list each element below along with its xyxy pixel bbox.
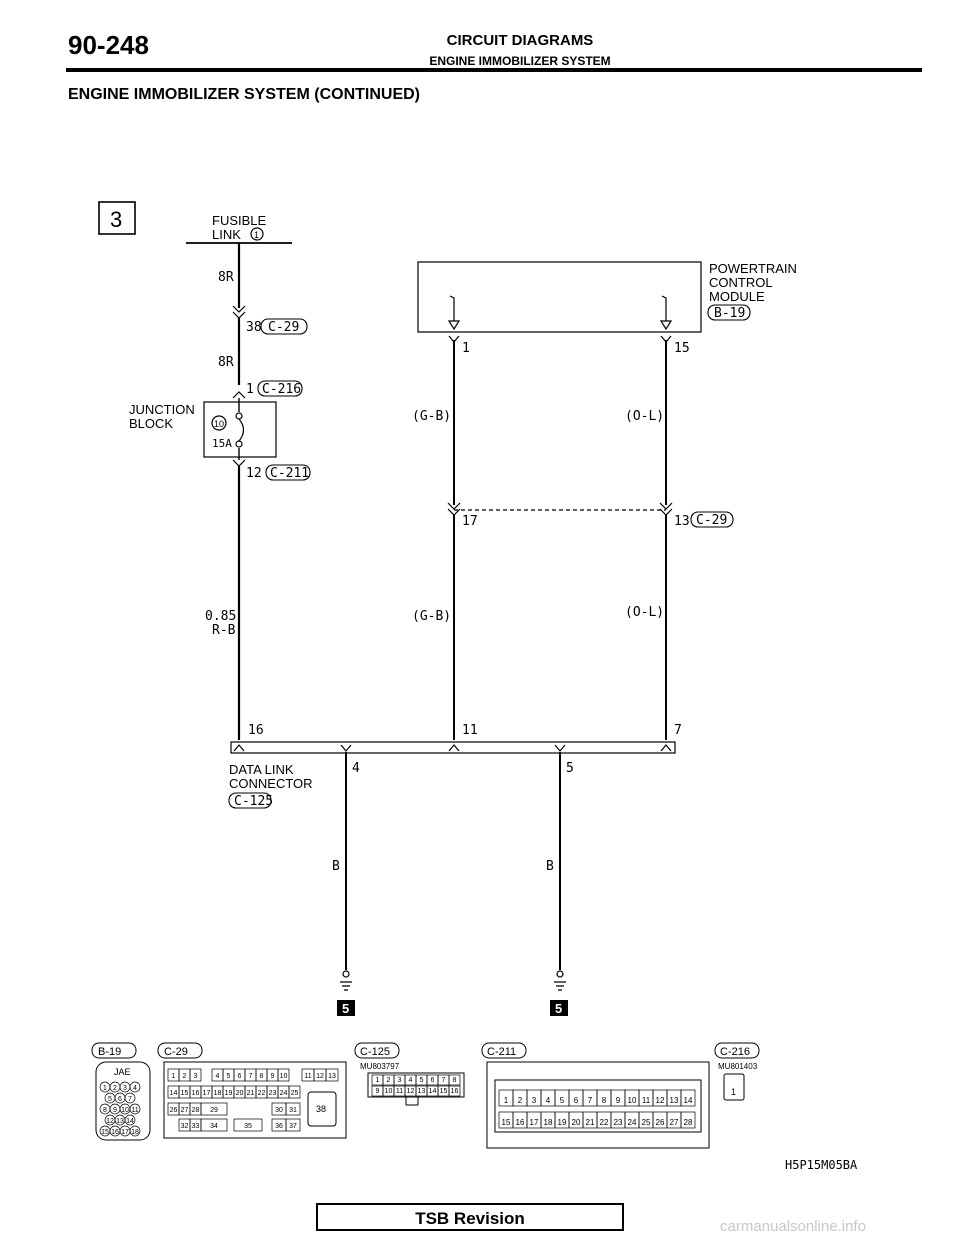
figure-code: H5P15M05BA	[785, 1158, 858, 1172]
c211-pin-number: 18	[543, 1118, 553, 1127]
c211-view-label: C-211	[487, 1046, 517, 1058]
c211-pin-number: 16	[515, 1118, 525, 1127]
c29-pin-number: 6	[237, 1073, 242, 1080]
c125-pin-number: 14	[428, 1088, 437, 1095]
dlc-pin16-chevron	[234, 745, 244, 751]
c29-label-b: C-29	[696, 513, 728, 528]
pcm-pin1-fork	[449, 336, 459, 342]
ground-symbol-right	[554, 982, 566, 990]
dlc-label-2: CONNECTOR	[229, 776, 313, 791]
b19-pin-number: 3	[123, 1085, 127, 1092]
c29-pin-number: 4	[215, 1073, 220, 1080]
c211-pin-number: 17	[529, 1118, 539, 1127]
c211-pin-number: 8	[601, 1096, 607, 1105]
dlc-pin4-fork	[341, 745, 351, 751]
dlc-box	[231, 742, 675, 753]
fuse-terminal-top	[236, 413, 242, 419]
c29-pin-number: 1	[171, 1073, 176, 1080]
pcm-label-2: CONTROL	[709, 275, 773, 290]
c29-pin-number: 25	[290, 1090, 299, 1097]
dlc-pin-4: 4	[352, 761, 360, 776]
c211-pin-number: 25	[641, 1118, 651, 1127]
page-number: 90-248	[68, 30, 149, 60]
c29-pin-number: 22	[257, 1090, 266, 1097]
c125-pin-number: 10	[384, 1088, 393, 1095]
wire-b-label-right: B	[546, 859, 554, 874]
pcm-pin15-fork	[661, 336, 671, 342]
wire-gb-label-lower: (G-B)	[412, 609, 452, 624]
dlc-pin7-chevron	[661, 745, 671, 751]
c211-pin-number: 12	[655, 1096, 665, 1105]
b19-pin-number: 5	[108, 1096, 112, 1103]
c216-view-label: C-216	[720, 1046, 750, 1058]
b19-pin-number: 15	[101, 1129, 109, 1136]
c216-pin-1: 1	[246, 382, 254, 397]
c29-pin-number: 10	[279, 1073, 288, 1080]
c29-pin-number: 23	[268, 1090, 277, 1097]
c29-pin-number: 15	[180, 1090, 189, 1097]
fusible-link-label-1: FUSIBLE	[212, 213, 267, 228]
c211-label: C-211	[270, 466, 310, 481]
pcm-box	[418, 262, 701, 332]
c211-pin-number: 28	[683, 1118, 693, 1127]
c29-pin-number: 16	[191, 1090, 200, 1097]
b19-pin-number: 11	[131, 1107, 139, 1114]
ground-symbol-left	[340, 982, 352, 990]
pcm-connector-label: B-19	[714, 306, 746, 321]
c29-label-a: C-29	[268, 320, 300, 335]
c216-label: C-216	[262, 382, 302, 397]
pcm-terminal-15	[661, 296, 671, 329]
b19-pin-number: 10	[121, 1107, 129, 1114]
c125-pin-number: 8	[452, 1077, 457, 1084]
c125-pin-number: 16	[450, 1088, 459, 1095]
c29-pin-number: 3	[193, 1073, 198, 1080]
b19-pin-number: 1	[103, 1085, 107, 1092]
c211-pin-number: 14	[683, 1096, 693, 1105]
c125-pin-number: 12	[406, 1088, 415, 1095]
junction-block-label-2: BLOCK	[129, 416, 174, 431]
c211-pin-number: 1	[503, 1096, 509, 1105]
ground-marker-right: 5	[555, 1001, 563, 1016]
dlc-pin-5: 5	[566, 761, 574, 776]
b19-view-label: B-19	[98, 1046, 122, 1058]
c211-pin-number: 6	[573, 1096, 579, 1105]
c29-pin-number: 24	[279, 1090, 288, 1097]
c216-view-pin: 1	[731, 1087, 737, 1097]
c211-view-body	[487, 1062, 709, 1148]
c29-pin-number: 37	[289, 1123, 297, 1130]
fuse-number: 10	[214, 419, 225, 429]
b19-pin-number: 9	[113, 1107, 117, 1114]
watermark: carmanualsonline.info	[720, 1218, 866, 1235]
dlc-pin-7: 7	[674, 723, 682, 738]
fusible-link-number: 1	[254, 230, 260, 240]
c29-pin-number: 35	[244, 1123, 252, 1130]
dlc-pin11-chevron	[449, 745, 459, 751]
c29-pin-number: 31	[289, 1107, 297, 1114]
c211-pin-12: 12	[246, 466, 262, 481]
header-title: CIRCUIT DIAGRAMS	[446, 32, 594, 49]
c29-pin-number: 11	[304, 1073, 312, 1080]
c211-chevron	[233, 460, 245, 466]
section-title: ENGINE IMMOBILIZER SYSTEM (CONTINUED)	[68, 86, 420, 103]
c125-pin-number: 11	[395, 1088, 404, 1095]
wire-rb-label: R-B	[212, 623, 236, 638]
b19-pin-number: 14	[126, 1118, 134, 1125]
b19-view-tag: JAE	[114, 1067, 131, 1077]
c211-pin-number: 3	[531, 1096, 537, 1105]
c29-pin-17: 17	[462, 514, 478, 529]
wire-ol-label-upper: (O-L)	[625, 409, 665, 424]
c211-pin-number: 23	[613, 1118, 623, 1127]
fuse-terminal-bottom	[236, 441, 242, 447]
fuse-element	[239, 419, 244, 441]
pcm-pin-15: 15	[674, 341, 690, 356]
c211-pin-number: 13	[669, 1096, 679, 1105]
dlc-connector-label: C-125	[234, 794, 274, 809]
c29-pin-number: 28	[191, 1107, 200, 1114]
c211-pin-number: 21	[585, 1118, 595, 1127]
pcm-label-1: POWERTRAIN	[709, 261, 797, 276]
c125-pin-number: 2	[386, 1077, 391, 1084]
wire-8r-label-upper: 8R	[218, 270, 234, 285]
c29-pin-number: 2	[182, 1073, 187, 1080]
ground-marker-left: 5	[342, 1001, 350, 1016]
b19-pin-number: 16	[111, 1129, 119, 1136]
c211-pin-number: 11	[641, 1096, 651, 1105]
wire-8r-label-lower: 8R	[218, 355, 234, 370]
b19-pin-number: 13	[116, 1118, 124, 1125]
c29-pin-number: 17	[202, 1090, 211, 1097]
c29-view-label: C-29	[164, 1046, 188, 1058]
pcm-pin-1: 1	[462, 341, 470, 356]
c29-pin-number: 34	[210, 1123, 218, 1130]
c211-pin-number: 10	[627, 1096, 637, 1105]
c125-pin-number: 3	[397, 1077, 402, 1084]
c29-pin-number: 20	[235, 1090, 244, 1097]
c211-pin-number: 27	[669, 1118, 679, 1127]
c29-view-pin-38: 38	[316, 1104, 327, 1114]
c125-pin-number: 4	[408, 1077, 413, 1084]
c29-pin-number: 30	[275, 1107, 283, 1114]
pcm-label-3: MODULE	[709, 289, 765, 304]
c29-pin-number: 32	[180, 1123, 189, 1130]
c29-pin-38: 38	[246, 320, 262, 335]
wire-085-label: 0.85	[205, 609, 237, 624]
wire-ol-label-lower: (O-L)	[625, 605, 665, 620]
junction-block-label-1: JUNCTION	[129, 402, 195, 417]
section-marker: 3	[110, 207, 123, 232]
c29-pin-number: 36	[275, 1123, 283, 1130]
fusible-link-label-2: LINK	[212, 227, 241, 242]
c29-pin-number: 33	[191, 1123, 200, 1130]
ground-terminal-left	[343, 971, 349, 977]
c211-pin-number: 4	[545, 1096, 551, 1105]
footer-tsb-revision: TSB Revision	[316, 1203, 624, 1231]
c125-pin-number: 15	[439, 1088, 448, 1095]
c216-view-part: MU801403	[718, 1062, 758, 1071]
header-subtitle: ENGINE IMMOBILIZER SYSTEM	[429, 54, 611, 68]
c29-pin-13: 13	[674, 514, 690, 529]
c29-pin-number: 29	[210, 1107, 218, 1114]
c211-pin-number: 26	[655, 1118, 665, 1127]
c29-pin-number: 18	[213, 1090, 222, 1097]
c29-pin-number: 7	[248, 1073, 253, 1080]
c29-pin-number: 8	[259, 1073, 264, 1080]
c125-pin-number: 13	[417, 1088, 426, 1095]
c29-pin-number: 9	[270, 1073, 275, 1080]
c211-pin-number: 2	[517, 1096, 523, 1105]
c125-pin-number: 1	[375, 1077, 380, 1084]
c211-pin-number: 22	[599, 1118, 609, 1127]
c29-pin-number: 5	[226, 1073, 231, 1080]
dlc-label-1: DATA LINK	[229, 762, 294, 777]
c125-pin-number: 6	[430, 1077, 435, 1084]
wire-gb-label-upper: (G-B)	[412, 409, 452, 424]
b19-pin-number: 7	[128, 1096, 132, 1103]
c125-pin-number: 7	[441, 1077, 446, 1084]
c125-pin-number: 9	[375, 1088, 380, 1095]
c211-pin-number: 9	[615, 1096, 621, 1105]
pcm-terminal-1	[449, 296, 459, 329]
c29-pin-number: 14	[169, 1090, 178, 1097]
b19-pin-number: 2	[113, 1085, 117, 1092]
c29-pin-number: 26	[169, 1107, 178, 1114]
b19-pin-number: 17	[121, 1129, 129, 1136]
c125-view-key	[406, 1097, 418, 1105]
dlc-pin5-fork	[555, 745, 565, 751]
c29-pin-number: 12	[316, 1073, 324, 1080]
dlc-pin-16: 16	[248, 723, 264, 738]
c125-pin-number: 5	[419, 1077, 424, 1084]
c211-pin-number: 20	[571, 1118, 581, 1127]
c211-pin-number: 19	[557, 1118, 567, 1127]
c211-pin-number: 7	[587, 1096, 593, 1105]
c211-pin-number: 24	[627, 1118, 637, 1127]
c125-view-label: C-125	[360, 1046, 390, 1058]
c29-pin-number: 13	[328, 1073, 336, 1080]
c211-pin-number: 5	[559, 1096, 565, 1105]
c29-pin-number: 19	[224, 1090, 233, 1097]
b19-pin-number: 6	[118, 1096, 122, 1103]
c29-pin-number: 27	[180, 1107, 189, 1114]
c211-pin-number: 15	[501, 1118, 511, 1127]
c216-chevron	[233, 392, 245, 398]
b19-pin-number: 8	[103, 1107, 107, 1114]
dlc-pin-11: 11	[462, 723, 478, 738]
b19-pin-number: 18	[131, 1129, 139, 1136]
b19-pin-number: 12	[106, 1118, 114, 1125]
fuse-rating: 15A	[212, 437, 232, 450]
b19-pin-number: 4	[133, 1085, 137, 1092]
c29-pin-number: 21	[246, 1090, 255, 1097]
c125-view-part: MU803797	[360, 1062, 400, 1071]
wire-b-label-left: B	[332, 859, 340, 874]
ground-terminal-right	[557, 971, 563, 977]
